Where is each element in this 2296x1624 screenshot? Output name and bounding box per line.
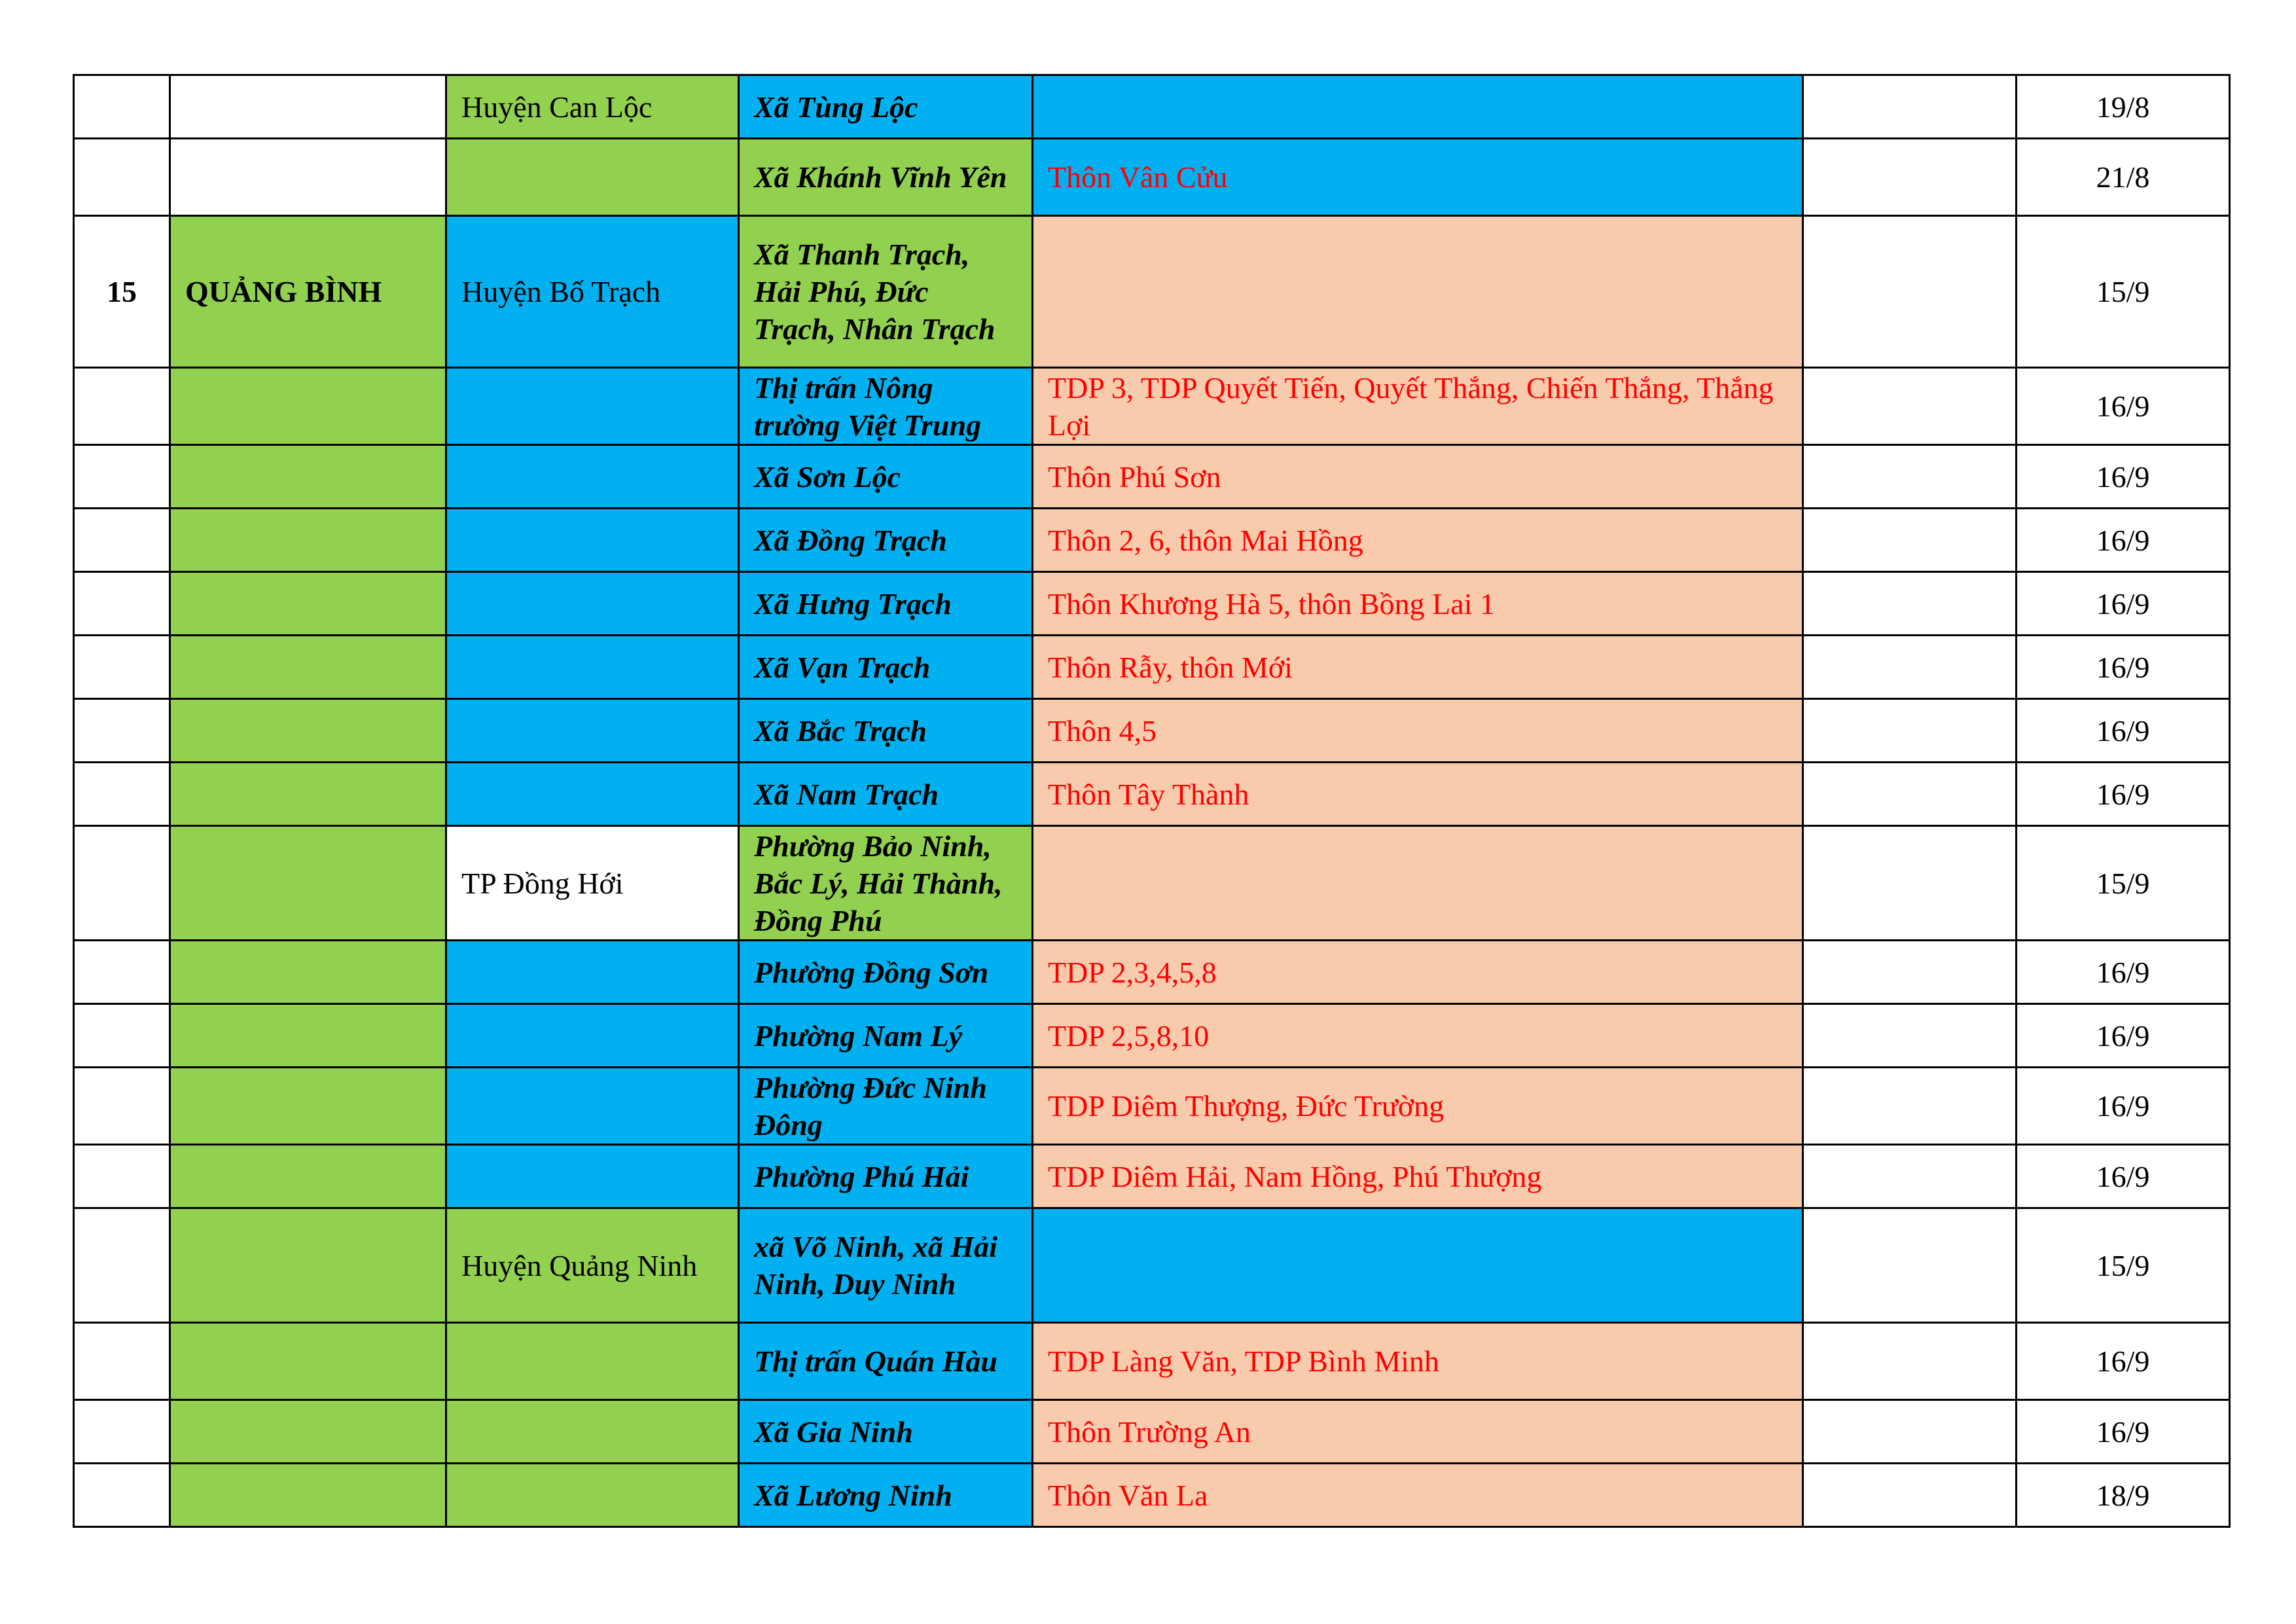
district-cell <box>446 1068 739 1145</box>
commune-cell: Phường Đồng Sơn <box>739 941 1033 1004</box>
detail-cell <box>1033 75 1803 139</box>
detail-cell <box>1033 1208 1803 1323</box>
province-cell <box>170 139 446 216</box>
date-cell: 16/9 <box>2017 445 2230 509</box>
commune-cell: Xã Bắc Trạch <box>739 699 1033 763</box>
table-row <box>74 75 2230 139</box>
detail-cell: Thôn Văn La <box>1033 1464 1803 1527</box>
district-cell: Huyện Bố Trạch <box>446 216 739 368</box>
stt-cell <box>74 1068 170 1145</box>
date-cell: 21/8 <box>2017 139 2230 216</box>
commune-cell: Xã Gia Ninh <box>739 1400 1033 1464</box>
district-cell <box>446 139 739 216</box>
date-cell: 16/9 <box>2017 572 2230 636</box>
province-cell <box>170 1004 446 1068</box>
note-cell <box>1803 75 2017 139</box>
table-row <box>74 139 2230 216</box>
stt-cell <box>74 1323 170 1400</box>
note-cell <box>1803 509 2017 572</box>
note-cell <box>1803 1208 2017 1323</box>
detail-cell: TDP 2,3,4,5,8 <box>1033 941 1803 1004</box>
table-row <box>74 699 2230 763</box>
stt-cell <box>74 1464 170 1527</box>
table-row <box>74 636 2230 699</box>
district-cell <box>446 1145 739 1208</box>
detail-cell: TDP Làng Văn, TDP Bình Minh <box>1033 1323 1803 1400</box>
stt-cell <box>74 826 170 941</box>
commune-cell: Xã Vạn Trạch <box>739 636 1033 699</box>
commune-cell: Phường Phú Hải <box>739 1145 1033 1208</box>
commune-cell: Xã Khánh Vĩnh Yên <box>739 139 1033 216</box>
table-row <box>74 572 2230 636</box>
district-cell <box>446 763 739 826</box>
district-cell <box>446 572 739 636</box>
stt-cell <box>74 572 170 636</box>
province-cell <box>170 826 446 941</box>
detail-cell: Thôn Khương Hà 5, thôn Bồng Lai 1 <box>1033 572 1803 636</box>
note-cell <box>1803 1323 2017 1400</box>
detail-cell: Thôn Trường An <box>1033 1400 1803 1464</box>
district-cell <box>446 368 739 445</box>
stt-cell <box>74 368 170 445</box>
province-cell <box>170 368 446 445</box>
stt-cell <box>74 941 170 1004</box>
table-row <box>74 1464 2230 1527</box>
table-body <box>74 75 2230 1527</box>
commune-cell: Xã Lương Ninh <box>739 1464 1033 1527</box>
commune-cell: Xã Nam Trạch <box>739 763 1033 826</box>
stt-cell <box>74 1004 170 1068</box>
note-cell <box>1803 1400 2017 1464</box>
stt-cell: 15 <box>74 216 170 368</box>
date-cell: 16/9 <box>2017 1004 2230 1068</box>
date-cell: 19/8 <box>2017 75 2230 139</box>
table-row <box>74 216 2230 368</box>
date-cell: 16/9 <box>2017 1323 2230 1400</box>
province-cell <box>170 1464 446 1527</box>
note-cell <box>1803 636 2017 699</box>
province-cell <box>170 572 446 636</box>
table-row <box>74 1400 2230 1464</box>
province-cell <box>170 699 446 763</box>
note-cell <box>1803 763 2017 826</box>
note-cell <box>1803 1464 2017 1527</box>
province-cell <box>170 763 446 826</box>
district-cell <box>446 509 739 572</box>
commune-cell: Xã Thanh Trạch, Hải Phú, Đức Trạch, Nhân Trạch <box>739 216 1033 368</box>
note-cell <box>1803 1004 2017 1068</box>
stt-cell <box>74 1208 170 1323</box>
table-row <box>74 1208 2230 1323</box>
province-cell <box>170 1208 446 1323</box>
detail-cell: Thôn 2, 6, thôn Mai Hồng <box>1033 509 1803 572</box>
date-cell: 16/9 <box>2017 941 2230 1004</box>
note-cell <box>1803 445 2017 509</box>
commune-cell: xã Võ Ninh, xã Hải Ninh, Duy Ninh <box>739 1208 1033 1323</box>
stt-cell <box>74 1145 170 1208</box>
detail-cell: Thôn Vân Cửu <box>1033 139 1803 216</box>
district-cell <box>446 941 739 1004</box>
district-cell <box>446 1400 739 1464</box>
note-cell <box>1803 699 2017 763</box>
province-cell <box>170 75 446 139</box>
detail-cell: TDP Diêm Hải, Nam Hồng, Phú Thượng <box>1033 1145 1803 1208</box>
stt-cell <box>74 763 170 826</box>
detail-cell: Thôn Phú Sơn <box>1033 445 1803 509</box>
stt-cell <box>74 699 170 763</box>
province-cell <box>170 1400 446 1464</box>
district-cell <box>446 1004 739 1068</box>
date-cell: 16/9 <box>2017 368 2230 445</box>
table-row <box>74 368 2230 445</box>
district-cell <box>446 1464 739 1527</box>
province-cell <box>170 509 446 572</box>
province-cell <box>170 1068 446 1145</box>
province-cell <box>170 636 446 699</box>
date-cell: 16/9 <box>2017 1145 2230 1208</box>
commune-cell: Xã Đồng Trạch <box>739 509 1033 572</box>
detail-cell: Thôn Tây Thành <box>1033 763 1803 826</box>
table-row <box>74 1323 2230 1400</box>
data-table <box>73 74 2231 1528</box>
note-cell <box>1803 368 2017 445</box>
district-cell: Huyện Quảng Ninh <box>446 1208 739 1323</box>
province-cell <box>170 445 446 509</box>
district-cell: TP Đồng Hới <box>446 826 739 941</box>
detail-cell <box>1033 216 1803 368</box>
district-cell <box>446 699 739 763</box>
date-cell: 16/9 <box>2017 1400 2230 1464</box>
note-cell <box>1803 139 2017 216</box>
table-row <box>74 1145 2230 1208</box>
detail-cell: TDP Diêm Thượng, Đức Trường <box>1033 1068 1803 1145</box>
note-cell <box>1803 941 2017 1004</box>
province-cell: QUẢNG BÌNH <box>170 216 446 368</box>
stt-cell <box>74 445 170 509</box>
table-row <box>74 509 2230 572</box>
district-cell <box>446 1323 739 1400</box>
date-cell: 18/9 <box>2017 1464 2230 1527</box>
detail-cell: TDP 2,5,8,10 <box>1033 1004 1803 1068</box>
note-cell <box>1803 826 2017 941</box>
detail-cell <box>1033 826 1803 941</box>
date-cell: 15/9 <box>2017 216 2230 368</box>
date-cell: 15/9 <box>2017 826 2230 941</box>
stt-cell <box>74 139 170 216</box>
commune-cell: Thị trấn Quán Hàu <box>739 1323 1033 1400</box>
detail-cell: Thôn Rẫy, thôn Mới <box>1033 636 1803 699</box>
date-cell: 16/9 <box>2017 1068 2230 1145</box>
detail-cell: TDP 3, TDP Quyết Tiến, Quyết Thắng, Chiến Thắng, Thắng Lợi <box>1033 368 1803 445</box>
note-cell <box>1803 572 2017 636</box>
table-row <box>74 1004 2230 1068</box>
commune-cell: Phường Bảo Ninh, Bắc Lý, Hải Thành, Đồng Phú <box>739 826 1033 941</box>
stt-cell <box>74 1400 170 1464</box>
table-row <box>74 826 2230 941</box>
province-cell <box>170 1145 446 1208</box>
commune-cell: Xã Hưng Trạch <box>739 572 1033 636</box>
district-cell <box>446 636 739 699</box>
date-cell: 16/9 <box>2017 636 2230 699</box>
district-cell: Huyện Can Lộc <box>446 75 739 139</box>
province-cell <box>170 1323 446 1400</box>
date-cell: 15/9 <box>2017 1208 2230 1323</box>
table-row <box>74 763 2230 826</box>
commune-cell: Xã Sơn Lộc <box>739 445 1033 509</box>
stt-cell <box>74 509 170 572</box>
date-cell: 16/9 <box>2017 763 2230 826</box>
commune-cell: Phường Nam Lý <box>739 1004 1033 1068</box>
table-row <box>74 1068 2230 1145</box>
table-row <box>74 445 2230 509</box>
stt-cell <box>74 636 170 699</box>
table-row <box>74 941 2230 1004</box>
date-cell: 16/9 <box>2017 509 2230 572</box>
detail-cell: Thôn 4,5 <box>1033 699 1803 763</box>
commune-cell: Thị trấn Nông trường Việt Trung <box>739 368 1033 445</box>
note-cell <box>1803 1145 2017 1208</box>
commune-cell: Phường Đức Ninh Đông <box>739 1068 1033 1145</box>
note-cell <box>1803 216 2017 368</box>
note-cell <box>1803 1068 2017 1145</box>
date-cell: 16/9 <box>2017 699 2230 763</box>
stt-cell <box>74 75 170 139</box>
province-cell <box>170 941 446 1004</box>
district-cell <box>446 445 739 509</box>
commune-cell: Xã Tùng Lộc <box>739 75 1033 139</box>
